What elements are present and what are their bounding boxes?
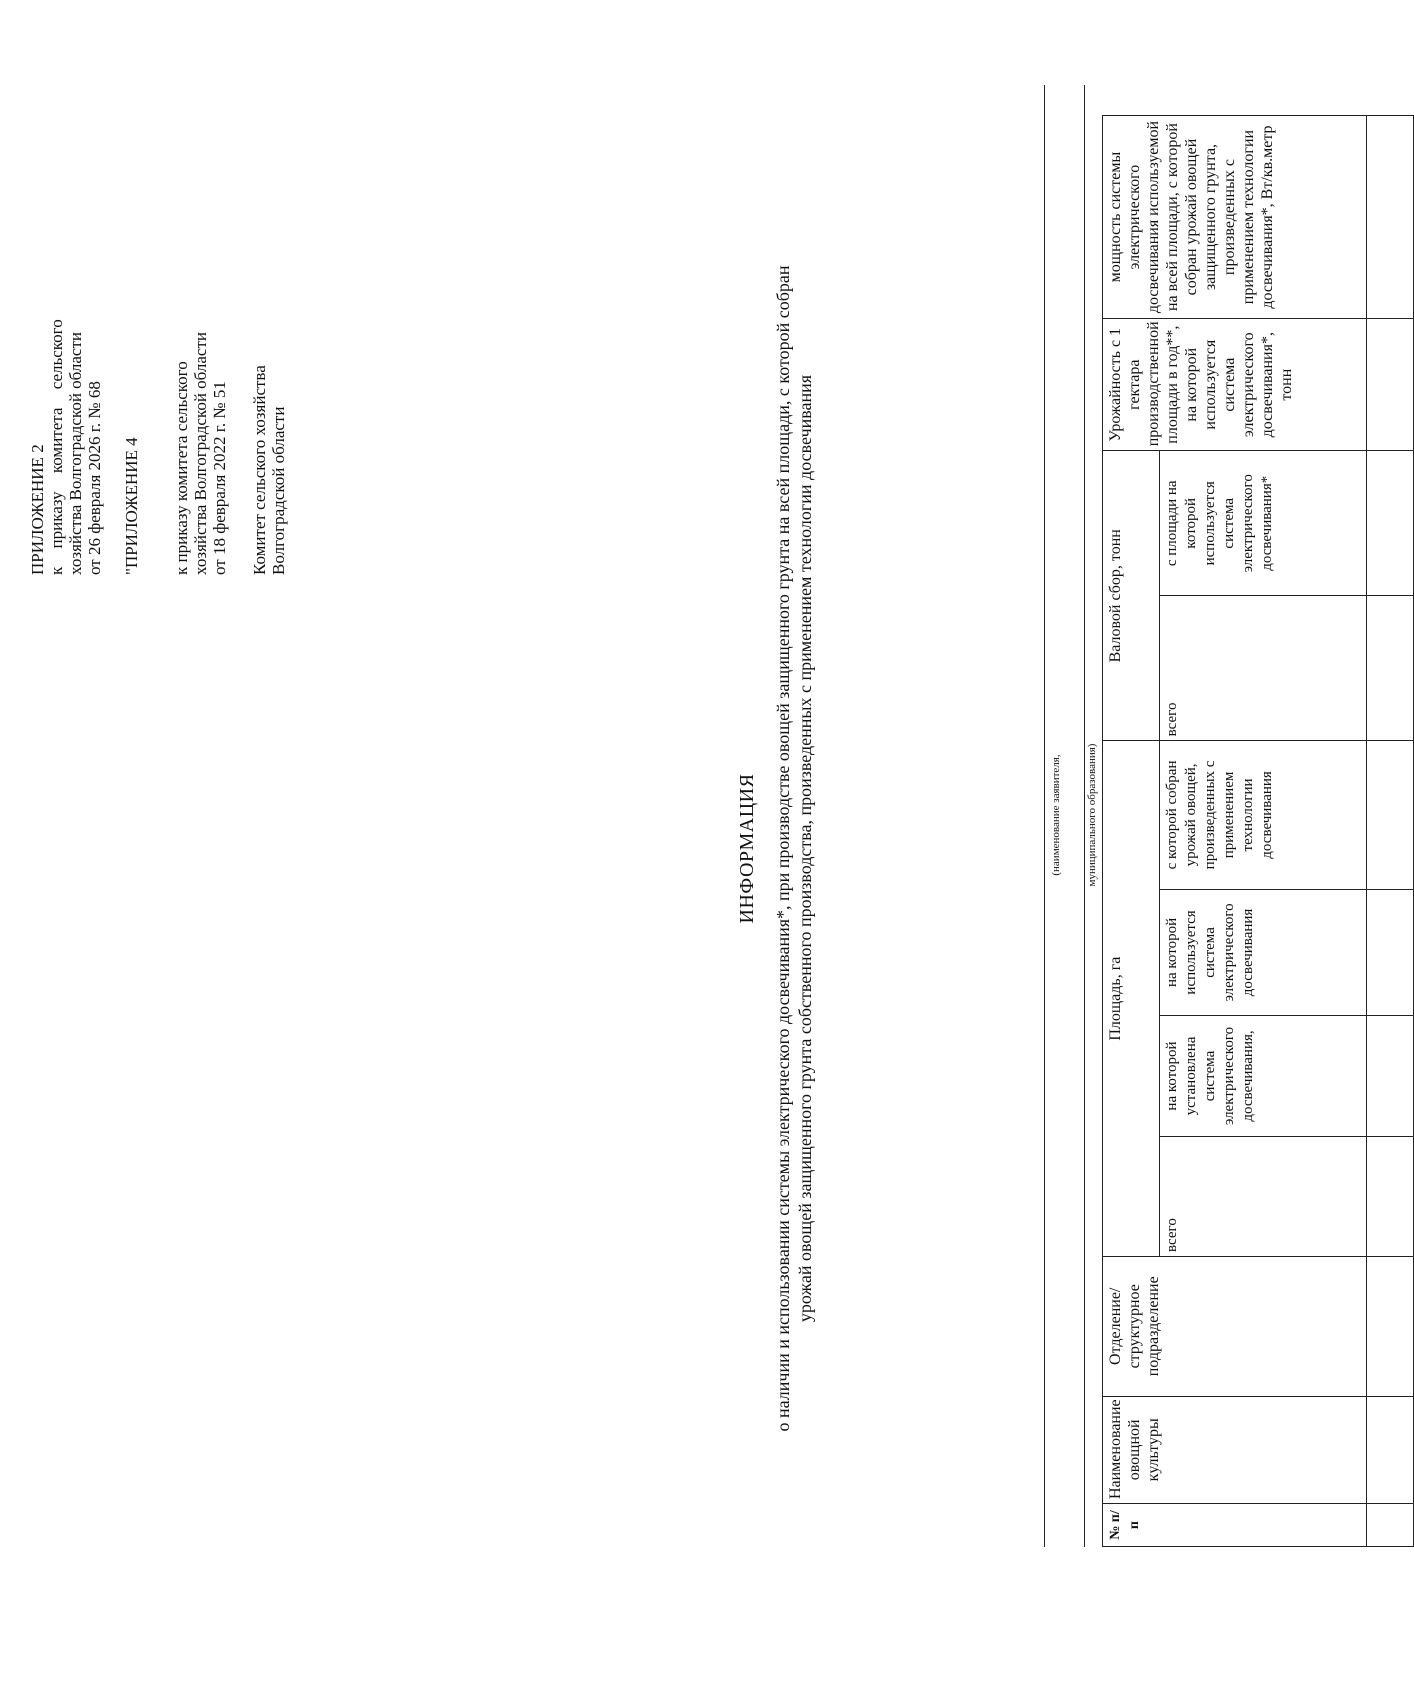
municipality-line bbox=[1084, 85, 1085, 1547]
column-header-area-total: всего bbox=[1160, 1136, 1367, 1256]
prior-order bbox=[172, 332, 229, 575]
cell[interactable] bbox=[1367, 741, 1414, 889]
cell[interactable] bbox=[1367, 1256, 1414, 1396]
column-header-area: Площадь, га bbox=[1103, 741, 1160, 1257]
municipality-caption: муниципального образования) bbox=[1086, 743, 1098, 887]
column-header-crop: Наименование овощной культуры bbox=[1103, 1396, 1367, 1503]
cell[interactable] bbox=[1367, 889, 1414, 1016]
column-header-area-installed: на которой установлена система электрического досвечивания, bbox=[1160, 1016, 1367, 1136]
cell[interactable] bbox=[1367, 596, 1414, 741]
cell[interactable] bbox=[1367, 319, 1414, 451]
cell[interactable] bbox=[1367, 1504, 1414, 1547]
column-header-yield: Урожайность с 1 гектара производственной площади в год**, на которой используется система электрического досвечивания*, тонн bbox=[1103, 319, 1367, 451]
addressee-line: Комитет сельского хозяйства bbox=[250, 365, 269, 575]
column-header-area-harvested: с которой собран урожай овощей, произведенных с применением технологии досвечивания bbox=[1160, 741, 1367, 889]
column-header-number: № п/ п bbox=[1103, 1504, 1367, 1547]
column-header-power: мощность системы электрического досвечивания используемой на всей площади, с которой собран урожай овощей защищенного грунта, произведенных с применением технологии досвечивания*, Вт/кв.метр bbox=[1103, 116, 1367, 319]
cell[interactable] bbox=[1367, 451, 1414, 596]
column-header-gross-lit: с площади на которой используется система электрического досвечивания* bbox=[1160, 451, 1367, 596]
prior-appendix-title: "ПРИЛОЖЕНИЕ 4 bbox=[122, 437, 141, 575]
info-table bbox=[1102, 115, 1414, 1547]
appendix-line: к приказу комитета сельского bbox=[47, 319, 66, 575]
prior-order-date: от 18 февраля 2022 г. № 51 bbox=[210, 381, 229, 575]
appendix-title: ПРИЛОЖЕНИЕ 2 bbox=[28, 444, 47, 575]
appendix-header bbox=[28, 319, 104, 575]
cell[interactable] bbox=[1367, 1136, 1414, 1256]
prior-order-line: к приказу комитета сельского bbox=[172, 361, 191, 575]
header-row-1 bbox=[1103, 116, 1160, 1547]
table-row bbox=[1367, 116, 1414, 1547]
applicant-line bbox=[1044, 85, 1045, 1547]
column-header-division: Отделение/структурное подразделение bbox=[1103, 1256, 1367, 1396]
cell[interactable] bbox=[1367, 116, 1414, 319]
cell[interactable] bbox=[1367, 1016, 1414, 1136]
column-header-gross: Валовой сбор, тонн bbox=[1103, 451, 1160, 741]
column-header-area-used: на которой используется система электрического досвечивания bbox=[1160, 889, 1367, 1016]
appendix-line: хозяйства Волгоградской области bbox=[66, 332, 85, 575]
applicant-caption: (наименование заявителя, bbox=[1050, 754, 1062, 876]
prior-order-line: хозяйства Волгоградской области bbox=[191, 332, 210, 575]
addressee-line: Волгоградской области bbox=[269, 406, 288, 575]
document-subtitle: о наличии и использовании системы электрического досвечивания*, при производстве овощей защищенного грунта на всей площади, с которой собран урожай овощей защищенного грунта собственного производства, произведенных с применением технологии досвечивания bbox=[773, 265, 815, 1432]
appendix-date: от 26 февраля 2026 г. № 68 bbox=[85, 381, 104, 575]
column-header-gross-total: всего bbox=[1160, 596, 1367, 741]
addressee bbox=[250, 365, 288, 575]
document-title: ИНФОРМАЦИЯ bbox=[736, 773, 758, 924]
cell[interactable] bbox=[1367, 1396, 1414, 1503]
